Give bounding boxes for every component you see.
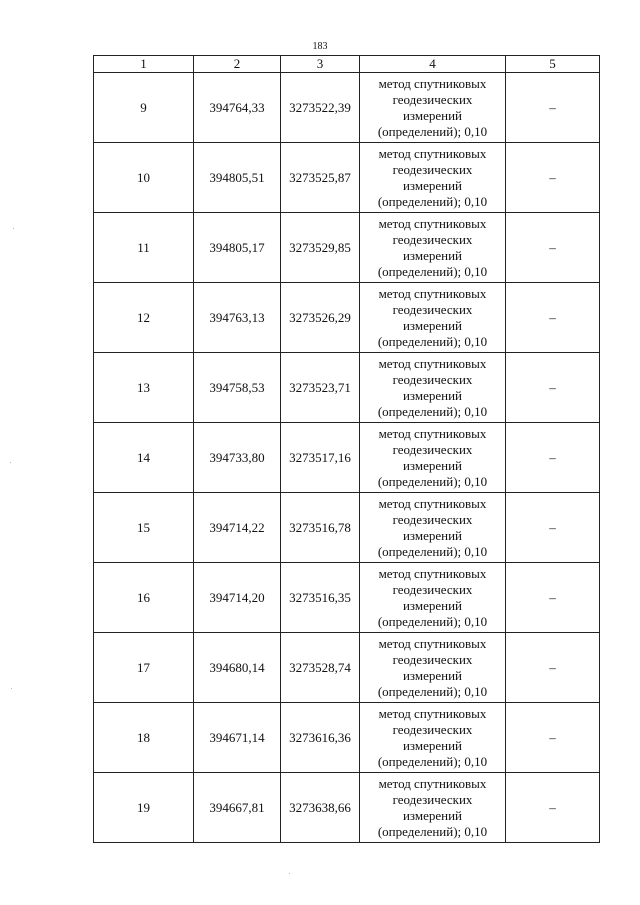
point-number-cell: 14 xyxy=(94,423,194,493)
table-row xyxy=(94,703,600,773)
x-coordinate-cell: 394714,22 xyxy=(194,493,281,563)
column-5-cell: – xyxy=(506,563,600,633)
method-line: метод спутниковых xyxy=(378,635,487,651)
x-coordinate-cell: 394714,20 xyxy=(194,563,281,633)
method-cell xyxy=(360,143,506,213)
method-line: измерений xyxy=(402,107,463,123)
method-line: геодезических xyxy=(392,301,473,317)
method-line: измерений xyxy=(402,177,463,193)
method-line: геодезических xyxy=(392,371,473,387)
y-coordinate-cell: 3273522,39 xyxy=(281,73,360,143)
table-row xyxy=(94,493,600,563)
y-coordinate-cell: 3273528,74 xyxy=(281,633,360,703)
y-coordinate-cell: 3273525,87 xyxy=(281,143,360,213)
method-cell xyxy=(360,283,506,353)
method-line: (определений); 0,10 xyxy=(377,123,488,139)
method-line: измерений xyxy=(402,387,463,403)
column-5-cell: – xyxy=(506,773,600,843)
method-cell xyxy=(360,703,506,773)
y-coordinate-cell: 3273526,29 xyxy=(281,283,360,353)
method-cell xyxy=(360,633,506,703)
method-line: измерений xyxy=(402,457,463,473)
method-line: (определений); 0,10 xyxy=(377,263,488,279)
table-row xyxy=(94,283,600,353)
scan-speck xyxy=(11,688,12,689)
method-line: геодезических xyxy=(392,721,473,737)
method-line: метод спутниковых xyxy=(378,355,487,371)
method-line: геодезических xyxy=(392,581,473,597)
method-line: метод спутниковых xyxy=(378,75,487,91)
method-line: метод спутниковых xyxy=(378,565,487,581)
point-number-cell: 15 xyxy=(94,493,194,563)
point-number-cell: 18 xyxy=(94,703,194,773)
method-line: геодезических xyxy=(392,441,473,457)
method-line: метод спутниковых xyxy=(378,425,487,441)
column-5-cell: – xyxy=(506,493,600,563)
point-number-cell: 9 xyxy=(94,73,194,143)
method-line: геодезических xyxy=(392,231,473,247)
point-number-cell: 19 xyxy=(94,773,194,843)
point-number-cell: 11 xyxy=(94,213,194,283)
method-line: метод спутниковых xyxy=(378,705,487,721)
y-coordinate-cell: 3273616,36 xyxy=(281,703,360,773)
y-coordinate-cell: 3273523,71 xyxy=(281,353,360,423)
method-line: измерений xyxy=(402,597,463,613)
column-5-cell: – xyxy=(506,703,600,773)
table-row xyxy=(94,73,600,143)
method-line: измерений xyxy=(402,737,463,753)
method-line: (определений); 0,10 xyxy=(377,193,488,209)
method-line: измерений xyxy=(402,317,463,333)
method-line: геодезических xyxy=(392,651,473,667)
x-coordinate-cell: 394805,17 xyxy=(194,213,281,283)
x-coordinate-cell: 394680,14 xyxy=(194,633,281,703)
column-5-cell: – xyxy=(506,283,600,353)
x-coordinate-cell: 394733,80 xyxy=(194,423,281,493)
point-number-cell: 16 xyxy=(94,563,194,633)
column-header: 1 xyxy=(94,56,194,73)
x-coordinate-cell: 394764,33 xyxy=(194,73,281,143)
method-line: (определений); 0,10 xyxy=(377,613,488,629)
method-cell xyxy=(360,423,506,493)
scan-speck xyxy=(10,462,11,463)
method-line: (определений); 0,10 xyxy=(377,543,488,559)
method-line: геодезических xyxy=(392,511,473,527)
method-line: измерений xyxy=(402,247,463,263)
scan-speck xyxy=(13,228,14,229)
column-header: 5 xyxy=(506,56,600,73)
method-cell xyxy=(360,493,506,563)
x-coordinate-cell: 394805,51 xyxy=(194,143,281,213)
method-line: метод спутниковых xyxy=(378,145,487,161)
method-line: (определений); 0,10 xyxy=(377,683,488,699)
column-5-cell: – xyxy=(506,73,600,143)
method-line: геодезических xyxy=(392,161,473,177)
x-coordinate-cell: 394667,81 xyxy=(194,773,281,843)
column-header: 4 xyxy=(360,56,506,73)
scan-speck xyxy=(289,873,290,874)
x-coordinate-cell: 394763,13 xyxy=(194,283,281,353)
point-number-cell: 17 xyxy=(94,633,194,703)
y-coordinate-cell: 3273638,66 xyxy=(281,773,360,843)
method-cell xyxy=(360,773,506,843)
method-line: геодезических xyxy=(392,91,473,107)
point-number-cell: 12 xyxy=(94,283,194,353)
table-header-row xyxy=(94,56,600,73)
method-line: метод спутниковых xyxy=(378,285,487,301)
x-coordinate-cell: 394758,53 xyxy=(194,353,281,423)
method-line: (определений); 0,10 xyxy=(377,403,488,419)
method-line: (определений); 0,10 xyxy=(377,473,488,489)
table-row xyxy=(94,563,600,633)
method-line: геодезических xyxy=(392,791,473,807)
column-5-cell: – xyxy=(506,633,600,703)
column-5-cell: – xyxy=(506,423,600,493)
table-row xyxy=(94,633,600,703)
column-header: 3 xyxy=(281,56,360,73)
method-line: (определений); 0,10 xyxy=(377,333,488,349)
y-coordinate-cell: 3273517,16 xyxy=(281,423,360,493)
point-number-cell: 13 xyxy=(94,353,194,423)
method-line: метод спутниковых xyxy=(378,215,487,231)
y-coordinate-cell: 3273529,85 xyxy=(281,213,360,283)
method-line: измерений xyxy=(402,807,463,823)
method-line: измерений xyxy=(402,527,463,543)
method-line: (определений); 0,10 xyxy=(377,823,488,839)
method-cell xyxy=(360,213,506,283)
page-number: 183 xyxy=(312,41,328,52)
method-line: метод спутниковых xyxy=(378,495,487,511)
table-row xyxy=(94,773,600,843)
point-number-cell: 10 xyxy=(94,143,194,213)
table-row xyxy=(94,423,600,493)
coordinates-table xyxy=(93,55,600,843)
method-cell xyxy=(360,563,506,633)
column-header: 2 xyxy=(194,56,281,73)
method-line: (определений); 0,10 xyxy=(377,753,488,769)
method-cell xyxy=(360,353,506,423)
table-row xyxy=(94,213,600,283)
y-coordinate-cell: 3273516,78 xyxy=(281,493,360,563)
table-row xyxy=(94,143,600,213)
method-line: метод спутниковых xyxy=(378,775,487,791)
y-coordinate-cell: 3273516,35 xyxy=(281,563,360,633)
column-5-cell: – xyxy=(506,143,600,213)
method-line: измерений xyxy=(402,667,463,683)
x-coordinate-cell: 394671,14 xyxy=(194,703,281,773)
column-5-cell: – xyxy=(506,213,600,283)
method-cell xyxy=(360,73,506,143)
column-5-cell: – xyxy=(506,353,600,423)
table-row xyxy=(94,353,600,423)
